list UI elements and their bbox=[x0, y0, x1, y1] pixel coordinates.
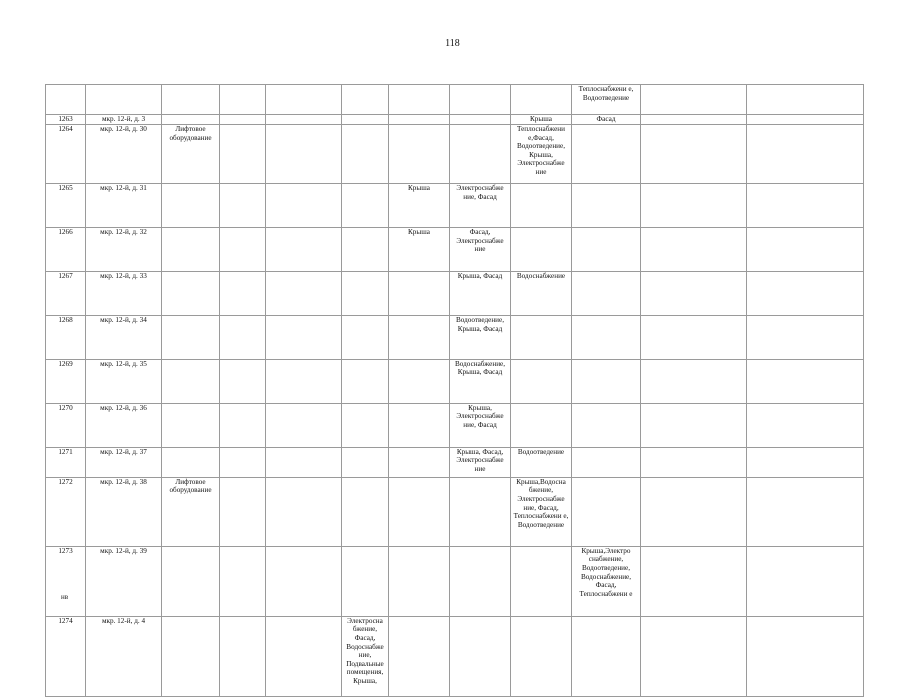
row-number-cell: 1266 bbox=[46, 227, 86, 271]
work-type-cell: Крыша, Электроснабже ние, Фасад bbox=[450, 403, 511, 447]
address-cell: мкр. 12-й, д. 30 bbox=[86, 125, 162, 184]
work-type-cell bbox=[389, 115, 450, 125]
table-row bbox=[46, 546, 864, 616]
work-type-cell bbox=[342, 477, 389, 546]
row-number-cell: 1274 bbox=[46, 616, 86, 696]
work-type-cell bbox=[641, 115, 747, 125]
work-type-cell bbox=[572, 184, 641, 228]
work-type-cell bbox=[266, 85, 342, 115]
work-type-cell: Крыша bbox=[389, 184, 450, 228]
work-type-cell bbox=[342, 227, 389, 271]
work-type-cell bbox=[747, 477, 864, 546]
work-type-cell bbox=[220, 315, 266, 359]
row-number-cell: 1264 bbox=[46, 125, 86, 184]
work-type-cell bbox=[162, 359, 220, 403]
work-type-cell bbox=[342, 403, 389, 447]
work-type-cell bbox=[747, 125, 864, 184]
work-type-cell bbox=[266, 477, 342, 546]
work-type-cell bbox=[220, 227, 266, 271]
work-type-cell bbox=[641, 359, 747, 403]
work-type-cell bbox=[266, 403, 342, 447]
work-type-cell bbox=[266, 115, 342, 125]
table-row bbox=[46, 359, 864, 403]
work-type-cell bbox=[450, 125, 511, 184]
address-cell: мкр. 12-й, д. 38 bbox=[86, 477, 162, 546]
work-type-cell bbox=[342, 447, 389, 477]
work-type-cell bbox=[572, 227, 641, 271]
work-type-cell bbox=[389, 616, 450, 696]
address-cell: мкр. 12-й, д. 37 bbox=[86, 447, 162, 477]
work-type-cell bbox=[162, 447, 220, 477]
work-type-cell bbox=[747, 85, 864, 115]
work-type-cell: Крыша bbox=[389, 227, 450, 271]
work-type-cell bbox=[342, 315, 389, 359]
work-type-cell bbox=[342, 85, 389, 115]
table-row bbox=[46, 85, 864, 115]
work-type-cell: Лифтовое оборудование bbox=[162, 125, 220, 184]
work-type-cell bbox=[747, 447, 864, 477]
work-type-cell bbox=[572, 403, 641, 447]
row-number-cell: 1263 bbox=[46, 115, 86, 125]
work-type-cell bbox=[641, 315, 747, 359]
work-type-cell bbox=[747, 616, 864, 696]
work-type-cell bbox=[389, 315, 450, 359]
table-row bbox=[46, 616, 864, 696]
work-type-cell bbox=[572, 616, 641, 696]
work-type-cell bbox=[220, 85, 266, 115]
work-type-cell bbox=[511, 546, 572, 616]
address-cell: мкр. 12-й, д. 36 bbox=[86, 403, 162, 447]
row-number-cell: 1272 bbox=[46, 477, 86, 546]
work-type-cell bbox=[162, 115, 220, 125]
page-number: 118 bbox=[445, 38, 460, 49]
work-type-cell: Крыша bbox=[511, 115, 572, 125]
work-type-cell bbox=[641, 477, 747, 546]
work-type-cell bbox=[641, 85, 747, 115]
work-type-cell bbox=[641, 403, 747, 447]
work-type-cell bbox=[747, 546, 864, 616]
row-number-cell: 1268 bbox=[46, 315, 86, 359]
work-type-cell bbox=[747, 315, 864, 359]
work-type-cell bbox=[641, 227, 747, 271]
work-type-cell: Крыша,Водосна бжение, Электроснабже ние, Фасад, Теплоснабжени е, Водоотведение bbox=[511, 477, 572, 546]
work-type-cell bbox=[162, 271, 220, 315]
work-type-cell bbox=[747, 184, 864, 228]
work-type-cell bbox=[220, 359, 266, 403]
work-type-cell: Фасад, Электроснабже ние bbox=[450, 227, 511, 271]
work-type-cell bbox=[641, 546, 747, 616]
work-type-cell bbox=[450, 85, 511, 115]
work-type-cell bbox=[342, 125, 389, 184]
table-row bbox=[46, 125, 864, 184]
work-type-cell bbox=[389, 403, 450, 447]
address-cell: мкр. 12-й, д. 35 bbox=[86, 359, 162, 403]
work-type-cell bbox=[162, 403, 220, 447]
work-type-cell bbox=[511, 359, 572, 403]
work-type-cell bbox=[747, 227, 864, 271]
work-type-cell: Водоотведение, Крыша, Фасад bbox=[450, 315, 511, 359]
table-row bbox=[46, 184, 864, 228]
table-row bbox=[46, 315, 864, 359]
work-type-cell bbox=[266, 227, 342, 271]
address-cell: мкр. 12-й, д. 39 bbox=[86, 546, 162, 616]
work-type-cell bbox=[389, 477, 450, 546]
work-type-cell bbox=[162, 616, 220, 696]
work-type-cell bbox=[450, 477, 511, 546]
work-type-cell bbox=[162, 184, 220, 228]
address-cell bbox=[86, 85, 162, 115]
work-type-cell bbox=[389, 447, 450, 477]
work-type-cell bbox=[342, 546, 389, 616]
work-type-cell: Водоснабжение bbox=[511, 271, 572, 315]
work-type-cell bbox=[342, 271, 389, 315]
work-type-cell bbox=[162, 85, 220, 115]
work-type-cell bbox=[266, 546, 342, 616]
work-type-cell bbox=[342, 359, 389, 403]
address-cell: мкр. 12-й, д. 32 bbox=[86, 227, 162, 271]
work-type-cell bbox=[641, 184, 747, 228]
work-type-cell bbox=[641, 125, 747, 184]
work-type-cell bbox=[572, 271, 641, 315]
work-type-cell bbox=[220, 271, 266, 315]
row-number-cell: 1273 bbox=[46, 546, 86, 616]
work-type-cell bbox=[389, 359, 450, 403]
work-type-cell: Теплоснабжени е,Фасад, Водоотведение, Крыша, Электроснабже ние bbox=[511, 125, 572, 184]
row-number-cell: 1271 bbox=[46, 447, 86, 477]
row-number-cell: 1267 bbox=[46, 271, 86, 315]
work-type-cell bbox=[389, 85, 450, 115]
table-row bbox=[46, 227, 864, 271]
work-type-cell bbox=[220, 184, 266, 228]
work-type-cell bbox=[342, 115, 389, 125]
address-cell: мкр. 12-й, д. 4 bbox=[86, 616, 162, 696]
work-type-cell bbox=[641, 447, 747, 477]
address-cell: мкр. 12-й, д. 34 bbox=[86, 315, 162, 359]
work-type-cell bbox=[220, 616, 266, 696]
work-type-cell bbox=[572, 359, 641, 403]
work-type-cell bbox=[572, 477, 641, 546]
work-type-cell bbox=[450, 616, 511, 696]
row-number-cell: 1270 bbox=[46, 403, 86, 447]
work-type-cell: Фасад bbox=[572, 115, 641, 125]
row-number-cell: 1269 bbox=[46, 359, 86, 403]
work-type-cell bbox=[266, 447, 342, 477]
work-type-cell bbox=[511, 315, 572, 359]
work-type-cell: Водоотведение bbox=[511, 447, 572, 477]
footer-mark: нв bbox=[61, 593, 69, 601]
work-type-cell bbox=[572, 125, 641, 184]
work-type-cell bbox=[747, 403, 864, 447]
address-cell: мкр. 12-й, д. 31 bbox=[86, 184, 162, 228]
work-type-cell bbox=[342, 184, 389, 228]
work-type-cell bbox=[511, 403, 572, 447]
address-cell: мкр. 12-й, д. 3 bbox=[86, 115, 162, 125]
work-type-cell bbox=[266, 125, 342, 184]
work-type-cell bbox=[641, 616, 747, 696]
work-type-cell bbox=[450, 546, 511, 616]
work-type-cell bbox=[162, 546, 220, 616]
work-type-cell: Водоснабжение, Крыша, Фасад bbox=[450, 359, 511, 403]
work-type-cell bbox=[572, 315, 641, 359]
work-type-cell bbox=[747, 271, 864, 315]
work-type-cell bbox=[389, 125, 450, 184]
address-cell: мкр. 12-й, д. 33 bbox=[86, 271, 162, 315]
work-type-cell bbox=[220, 447, 266, 477]
work-type-cell bbox=[162, 315, 220, 359]
work-type-cell: Электроснабже ние, Фасад bbox=[450, 184, 511, 228]
work-type-cell bbox=[389, 546, 450, 616]
table-row bbox=[46, 271, 864, 315]
work-type-cell bbox=[389, 271, 450, 315]
work-type-cell bbox=[641, 271, 747, 315]
work-type-cell bbox=[511, 85, 572, 115]
work-type-cell: Крыша, Фасад bbox=[450, 271, 511, 315]
work-type-cell bbox=[162, 227, 220, 271]
work-type-cell bbox=[220, 115, 266, 125]
table-row bbox=[46, 447, 864, 477]
work-type-cell bbox=[220, 125, 266, 184]
work-type-cell bbox=[266, 359, 342, 403]
work-type-cell bbox=[511, 227, 572, 271]
work-type-cell bbox=[220, 477, 266, 546]
work-type-cell bbox=[747, 359, 864, 403]
repair-schedule-table bbox=[45, 84, 864, 697]
work-type-cell bbox=[450, 115, 511, 125]
work-type-cell: Лифтовое оборудование bbox=[162, 477, 220, 546]
work-type-cell bbox=[266, 315, 342, 359]
work-type-cell bbox=[220, 546, 266, 616]
work-type-cell bbox=[511, 616, 572, 696]
row-number-cell: 1265 bbox=[46, 184, 86, 228]
work-type-cell: Электросна бжение, Фасад, Водоснабже ние, Подвальные помещения, Крыша, bbox=[342, 616, 389, 696]
table-row bbox=[46, 403, 864, 447]
work-type-cell bbox=[511, 184, 572, 228]
work-type-cell bbox=[266, 271, 342, 315]
work-type-cell bbox=[572, 447, 641, 477]
work-type-cell bbox=[747, 115, 864, 125]
work-type-cell bbox=[266, 616, 342, 696]
work-type-cell: Теплоснабжени е, Водоотведение bbox=[572, 85, 641, 115]
work-type-cell bbox=[266, 184, 342, 228]
table-row bbox=[46, 115, 864, 125]
work-type-cell bbox=[220, 403, 266, 447]
work-type-cell: Крыша, Фасад, Электроснабже ние bbox=[450, 447, 511, 477]
work-type-cell: Крыша,Электро снабжение, Водоотведение, Водоснабжение, Фасад, Теплоснабжени е bbox=[572, 546, 641, 616]
table-row bbox=[46, 477, 864, 546]
row-number-cell bbox=[46, 85, 86, 115]
